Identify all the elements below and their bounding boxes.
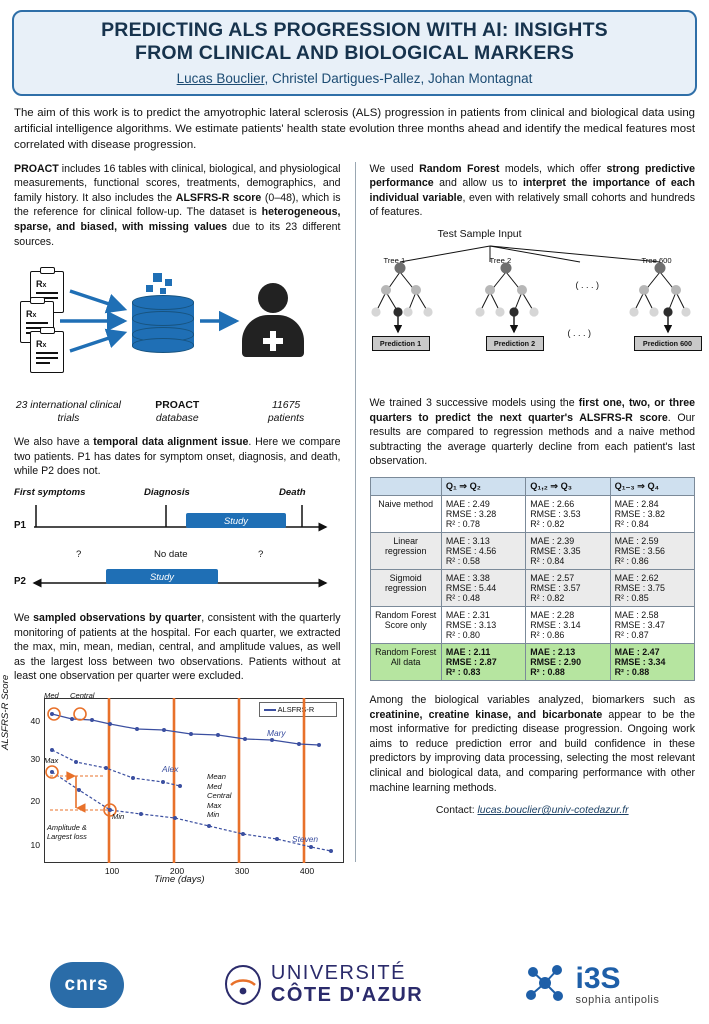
metric-mae: MAE : 2.58 xyxy=(614,610,659,621)
metric-mae: MAE : 2.66 xyxy=(530,499,575,510)
cell-linear-q1q2 xyxy=(441,533,525,570)
metric-mae: MAE : 2.11 xyxy=(445,647,491,658)
clinical-trial-document-icon: Rx xyxy=(20,301,54,343)
results-table xyxy=(370,477,696,681)
author-others: , Christel Dartigues-Pallez, Johan Montagnat xyxy=(264,71,533,86)
i3s-logo xyxy=(523,962,660,1008)
metric-rmse: RMSE : 3.82 xyxy=(614,509,665,520)
database-icon xyxy=(132,295,194,353)
cnrs-logo-text: cnrs xyxy=(64,974,109,995)
table-row xyxy=(370,607,695,644)
table-header-row xyxy=(370,478,695,496)
cell-rfall-q1q2 xyxy=(441,644,525,681)
metric-rmse: RMSE : 3.13 xyxy=(445,620,497,631)
author-list xyxy=(24,71,685,86)
timeline-no-date-label: No date xyxy=(154,549,188,561)
row-label-naive: Naive method xyxy=(370,496,441,533)
poster-title-box xyxy=(12,10,697,96)
timeline-question-1: ? xyxy=(76,549,82,561)
metric-rmse: RMSE : 3.14 xyxy=(530,620,581,631)
chart-xtick: 200 xyxy=(169,866,185,877)
caption-patients xyxy=(232,399,341,425)
clinical-trial-document-icon: Rx xyxy=(30,331,64,373)
chart-annotation-min: Min xyxy=(112,812,125,822)
cell-sigmoid-q13q4 xyxy=(610,570,694,607)
caption-database xyxy=(123,399,232,425)
table-col-q13-q4: Q₁₋₃ ⇒ Q₄ xyxy=(610,478,694,496)
uca-line-1: UNIVERSITÉ xyxy=(270,962,406,984)
models-text-a: We trained 3 successive models using the xyxy=(369,397,579,409)
table-row-highlighted xyxy=(370,644,695,681)
proact-text-b: (0–48), which is the reference for clinical follow-up. The dataset is xyxy=(14,191,341,219)
chart-xtick: 100 xyxy=(104,866,120,877)
stat-mean: Mean xyxy=(207,772,226,782)
caption-patient-count: 11675 xyxy=(272,400,301,412)
caption-patient-word: patients xyxy=(267,413,305,425)
proact-figure-caption xyxy=(14,399,341,425)
timeline-label-diagnosis: Diagnosis xyxy=(144,487,190,499)
cnrs-logo xyxy=(50,962,124,1008)
metric-rmse: RMSE : 2.87 xyxy=(445,657,497,668)
conclusion-biomarkers: creatinine, creatine kinase, and bicarbonate xyxy=(369,708,603,721)
chart-annotation-amplitude: Amplitude & Largest loss xyxy=(47,823,87,841)
cell-naive-q13q4 xyxy=(610,496,694,533)
forest-tree-1-label: Tree 1 xyxy=(383,256,406,265)
clinical-trial-document-icon: Rx xyxy=(30,271,64,313)
caption-trials: 23 international clinical trials xyxy=(15,400,121,425)
table-row xyxy=(370,533,695,570)
metric-mae: MAE : 2.49 xyxy=(445,499,490,510)
table-col-q12-q3: Q₁,₂ ⇒ Q₃ xyxy=(526,478,610,496)
chart-xtick: 400 xyxy=(299,866,315,877)
content-columns xyxy=(0,162,697,886)
universite-cote-dazur-logo xyxy=(223,963,423,1007)
metric-r2: R² : 0.83 xyxy=(445,667,481,678)
models-keyword: first one, two, or three quarters to predict the next quarter's ALSFRS-R score xyxy=(369,397,695,424)
models-paragraph xyxy=(370,396,696,469)
cell-rfall-q12q3 xyxy=(526,644,610,681)
data-block-icon xyxy=(165,279,172,286)
temporal-paragraph xyxy=(14,435,341,479)
timeline-label-first-symptoms: First symptoms xyxy=(14,487,86,499)
metric-r2: R² : 0.88 xyxy=(530,667,565,678)
row-label-sigmoid: Sigmoid regression xyxy=(370,570,441,607)
results-table-body xyxy=(370,496,695,681)
chart-annotation-stats xyxy=(207,772,231,819)
chart-annotation-med: Med xyxy=(44,691,59,701)
rf-text-a: We used xyxy=(369,162,420,175)
forest-tree-600-label: Tree 600 xyxy=(641,256,672,265)
metric-mae: MAE : 2.31 xyxy=(445,610,490,621)
metric-rmse: RMSE : 3.35 xyxy=(530,546,581,557)
proact-text-c: due to its 23 different sources. xyxy=(14,221,341,248)
metric-rmse: RMSE : 3.57 xyxy=(530,583,581,594)
forest-prediction-1: Prediction 1 xyxy=(372,336,430,351)
left-column xyxy=(0,162,355,886)
data-block-icon xyxy=(153,273,162,282)
alsfrs-progression-chart xyxy=(0,674,341,902)
page-title xyxy=(24,19,685,65)
temporal-keyword: temporal data alignment issue xyxy=(93,436,249,449)
cell-sigmoid-q1q2 xyxy=(441,570,525,607)
uca-wordmark xyxy=(271,963,423,1007)
metric-mae: MAE : 2.39 xyxy=(530,536,575,547)
proact-paragraph xyxy=(14,162,341,250)
uca-line-2: CÔTE D'AZUR xyxy=(270,984,424,1006)
metric-r2: R² : 0.88 xyxy=(614,667,650,678)
rf-text-c: and allow us to xyxy=(433,177,523,190)
conclusion-text-b: appear to be the most informative for predicting disease progression. Ongoing work aims to reduce prediction error and build confidence in these predictors by improving data processing, selecting the most relevant clinical and biological data, and comparing performance with other machine learning methods. xyxy=(369,708,695,794)
cell-rfscore-q13q4 xyxy=(610,607,694,644)
right-column xyxy=(355,162,698,862)
data-block-icon xyxy=(146,285,153,292)
proact-text-a: includes 16 tables with clinical, biological, and physiological measurements, functional scores, treatments, demographics, and family history. It also includes the xyxy=(14,162,341,204)
metric-r2: R² : 0.85 xyxy=(614,593,649,604)
stat-max: Max xyxy=(207,800,222,810)
metric-rmse: RMSE : 3.53 xyxy=(530,509,581,520)
rf-keyword-performance: strong predictive performance xyxy=(369,162,695,190)
alsfrs-keyword: ALSFRS-R score xyxy=(175,191,262,204)
caption-database-name: PROACT xyxy=(155,400,200,412)
row-label-rf-score-only: Random Forest Score only xyxy=(370,607,441,644)
chart-ytick: 40 xyxy=(30,716,40,727)
stat-min: Min xyxy=(207,810,220,820)
i3s-wordmark xyxy=(576,964,660,1006)
timeline-figure xyxy=(14,487,341,605)
quarter-text-b: , consistent with the quarterly monitoring of patients at the hospital. For each quarter, we extracted the max, min, mean, median, central, and amplitude values, as well as the largest loss between two observations. Patients without at least one observation per quarter were excluded. xyxy=(14,612,341,683)
cell-linear-q13q4 xyxy=(610,533,694,570)
conclusion-text-a: Among the biological variables analyzed, biomarkers such as xyxy=(369,694,695,707)
forest-prediction-2: Prediction 2 xyxy=(486,336,544,351)
metric-rmse: RMSE : 3.28 xyxy=(445,509,497,520)
metric-r2: R² : 0.86 xyxy=(530,630,565,641)
cell-rfscore-q1q2 xyxy=(441,607,525,644)
timeline-axes xyxy=(14,487,334,607)
metric-r2: R² : 0.86 xyxy=(614,556,649,567)
rf-text-b: models, which offer xyxy=(499,162,607,175)
contact-line xyxy=(370,805,696,816)
conclusion-paragraph xyxy=(370,693,696,795)
timeline-question-2: ? xyxy=(258,549,264,561)
chart-annotation-max: Max xyxy=(44,756,59,766)
rf-text-d: , even with relatively small cohorts and hundreds of features. xyxy=(369,191,695,219)
metric-r2: R² : 0.58 xyxy=(445,556,480,567)
row-label-rf-all-data: Random Forest All data xyxy=(370,644,441,681)
chart-ytick: 30 xyxy=(30,754,40,765)
table-corner-cell xyxy=(370,478,441,496)
metric-rmse: RMSE : 3.47 xyxy=(614,620,665,631)
i3s-mark-icon xyxy=(523,962,569,1008)
footer-logos xyxy=(0,946,709,1024)
chart-series-label-alex: Alex xyxy=(162,764,179,775)
forest-graphics xyxy=(370,228,706,388)
chart-ylabel: ALSFRS-R Score xyxy=(0,674,11,751)
temporal-text-a: We also have a xyxy=(14,436,94,449)
author-primary: Lucas Bouclier xyxy=(176,71,265,86)
timeline-study-bar-p2: Study xyxy=(106,569,218,584)
metric-mae: MAE : 2.47 xyxy=(614,647,660,658)
cell-sigmoid-q12q3 xyxy=(526,570,610,607)
metric-rmse: RMSE : 3.34 xyxy=(614,657,666,668)
metric-mae: MAE : 2.62 xyxy=(614,573,659,584)
chart-series-label-steven: Steven xyxy=(292,834,319,845)
metric-mae: MAE : 3.13 xyxy=(445,536,490,547)
chart-graphics xyxy=(14,692,354,892)
cell-rfall-q13q4 xyxy=(610,644,694,681)
metric-mae: MAE : 2.59 xyxy=(614,536,659,547)
cell-linear-q12q3 xyxy=(526,533,610,570)
proact-pipeline-figure xyxy=(14,257,341,397)
i3s-name: i3S xyxy=(575,962,621,995)
chart-annotation-central: Central xyxy=(70,691,95,701)
metric-mae: MAE : 2.84 xyxy=(614,499,659,510)
row-label-linear: Linear regression xyxy=(370,533,441,570)
chart-xlabel: Time (days) xyxy=(154,874,205,886)
title-line-1: PREDICTING ALS PROGRESSION WITH AI: INSIGHTS xyxy=(101,19,608,41)
metric-mae: MAE : 2.13 xyxy=(530,647,576,658)
forest-ellipsis: ( . . . ) xyxy=(575,280,599,290)
timeline-patient-1-label: P1 xyxy=(14,520,26,532)
models-text-b: . Our results are compared to regression methods and a naive method subtracting the average quarterly decline from each patient's last observation. xyxy=(369,411,695,468)
results-table-head xyxy=(370,478,695,496)
timeline-patient-2-label: P2 xyxy=(14,576,26,588)
abstract-text: The aim of this work is to predict the amyotrophic lateral sclerosis (ALS) progression in patients from clinical and biological data using artificial intelligence algorithms. We estimate patients' health state evolution three months ahead and identify the medical features most correlated with disease progression. xyxy=(14,107,695,152)
stat-central: Central xyxy=(207,791,232,801)
table-col-q1-q2: Q₁ ⇒ Q₂ xyxy=(441,478,525,496)
timeline-label-death: Death xyxy=(279,487,306,499)
metric-r2: R² : 0.84 xyxy=(614,519,649,530)
quarter-keyword: sampled observations by quarter xyxy=(33,612,202,625)
metric-rmse: RMSE : 5.44 xyxy=(445,583,497,594)
metric-r2: R² : 0.84 xyxy=(530,556,565,567)
random-forest-paragraph xyxy=(370,162,696,220)
data-block-icon xyxy=(160,288,166,294)
chart-ytick: 20 xyxy=(30,796,40,807)
metric-rmse: RMSE : 4.56 xyxy=(445,546,497,557)
cell-naive-q12q3 xyxy=(526,496,610,533)
table-row xyxy=(370,496,695,533)
metric-rmse: RMSE : 2.90 xyxy=(530,657,582,668)
metric-r2: R² : 0.87 xyxy=(614,630,649,641)
quarter-text-a: We xyxy=(14,612,34,625)
forest-tree-2-label: Tree 2 xyxy=(489,256,512,265)
dataset-keyword: heterogeneous, sparse, and biased, with missing values xyxy=(14,206,341,233)
rf-keyword-interpret: interpret the importance of each individual variable xyxy=(369,177,695,204)
random-forest-figure xyxy=(370,228,696,388)
metric-rmse: RMSE : 3.75 xyxy=(614,583,665,594)
metric-rmse: RMSE : 3.56 xyxy=(614,546,665,557)
chart-legend-entry: ALSFRS-R xyxy=(277,705,315,715)
proact-keyword: PROACT xyxy=(14,162,59,175)
forest-input-label: Test Sample Input xyxy=(437,228,522,240)
i3s-subtitle: sophia antipolis xyxy=(575,994,660,1006)
chart-series-label-mary: Mary xyxy=(267,728,286,739)
table-row xyxy=(370,570,695,607)
temporal-text-b: . Here we compare two patients. P1 has dates for symptom onset, diagnosis, and death, while P2 does not. xyxy=(14,436,341,478)
contact-email-link[interactable]: lucas.bouclier@univ-cotedazur.fr xyxy=(477,805,629,817)
rf-keyword-model: Random Forest xyxy=(419,162,500,175)
cell-naive-q1q2 xyxy=(441,496,525,533)
metric-r2: R² : 0.82 xyxy=(530,519,565,530)
forest-prediction-600: Prediction 600 xyxy=(634,336,702,351)
cell-rfscore-q12q3 xyxy=(526,607,610,644)
chart-xtick: 300 xyxy=(234,866,250,877)
metric-r2: R² : 0.80 xyxy=(445,630,480,641)
metric-mae: MAE : 2.57 xyxy=(530,573,575,584)
chart-ytick: 10 xyxy=(30,840,40,851)
metric-r2: R² : 0.82 xyxy=(530,593,565,604)
title-line-2: FROM CLINICAL AND BIOLOGICAL MARKERS xyxy=(134,42,575,64)
metric-r2: R² : 0.48 xyxy=(445,593,480,604)
contact-label: Contact: xyxy=(435,805,478,817)
medical-cross-icon xyxy=(263,338,283,344)
quarter-paragraph xyxy=(14,611,341,684)
forest-ellipsis: ( . . . ) xyxy=(567,328,591,338)
caption-database-word: database xyxy=(155,413,199,425)
stat-med: Med xyxy=(207,781,222,791)
metric-mae: MAE : 3.38 xyxy=(445,573,490,584)
metric-r2: R² : 0.78 xyxy=(445,519,480,530)
uca-mark-icon xyxy=(223,963,263,1007)
timeline-study-bar-p1: Study xyxy=(186,513,286,528)
metric-mae: MAE : 2.28 xyxy=(530,610,575,621)
